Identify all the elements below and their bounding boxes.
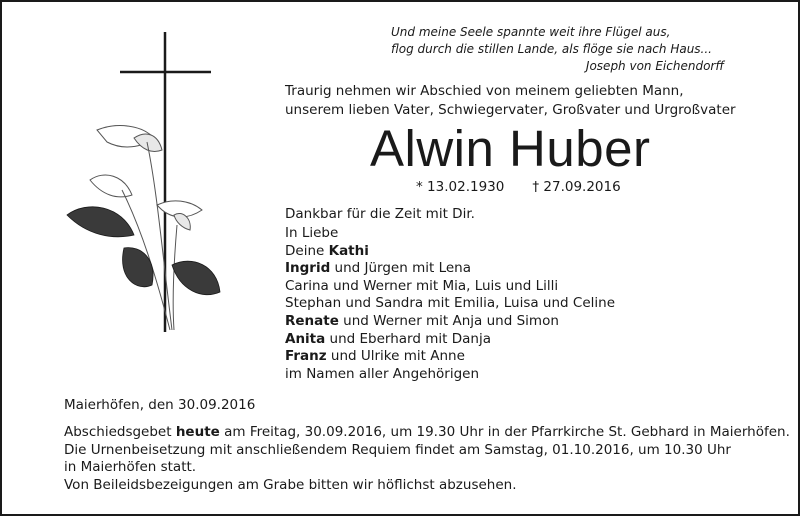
quote-line-2: flog durch die stillen Lande, als flöge sie nach Haus...	[391, 42, 712, 56]
leaves	[67, 207, 220, 295]
wife-line: Deine Kathi	[285, 242, 369, 259]
condolence-note: Von Beileidsbezeigungen am Grabe bitten wir höflichst abzusehen.	[64, 476, 517, 493]
thanks-line: Dankbar für die Zeit mit Dir.	[285, 206, 475, 222]
birth-date: * 13.02.1930	[416, 179, 505, 195]
quote-line-1: Und meine Seele spannte weit ihre Flügel aus,	[391, 25, 671, 39]
deceased-name: Alwin Huber	[370, 120, 651, 177]
family-list	[285, 225, 615, 383]
place-and-date: Maierhöfen, den 30.09.2016	[64, 397, 256, 413]
family-member: Stephan und Sandra mit Emilia, Luisa und Celine	[285, 295, 615, 312]
today-emphasis: heute	[175, 424, 220, 440]
intro-text	[285, 82, 736, 120]
family-member: Carina und Werner mit Mia, Luis und Lilli	[285, 277, 559, 294]
burial-info-line-2: in Maierhöfen statt.	[64, 459, 197, 476]
quote-author: Joseph von Eichendorff	[585, 59, 724, 73]
cross-with-calla-lilies-illustration	[62, 30, 232, 340]
prayer-info-line: Abschiedsgebet heute am Freitag, 30.09.2016, um 19.30 Uhr in der Pfarrkirche St. Gebhard in Maierhöfen.	[64, 424, 790, 440]
service-info	[64, 424, 790, 494]
family-member: Anita und Eberhard mit Danja	[285, 330, 491, 347]
life-dates	[416, 179, 649, 195]
family-member: Renate und Werner mit Anja und Simon	[285, 312, 559, 329]
poem-quote	[391, 24, 724, 75]
wife-name: Kathi	[328, 242, 369, 259]
intro-line-1: Traurig nehmen wir Abschied von meinem geliebten Mann,	[285, 83, 684, 99]
closing-line: im Namen aller Angehörigen	[285, 365, 480, 382]
family-member: Ingrid und Jürgen mit Lena	[285, 260, 471, 277]
death-date: † 27.09.2016	[532, 179, 621, 195]
in-love-line: In Liebe	[285, 225, 339, 241]
family-member: Franz und Ulrike mit Anne	[285, 348, 465, 365]
intro-line-2: unserem lieben Vater, Schwiegervater, Großvater und Urgroßvater	[285, 102, 736, 118]
burial-info-line-1: Die Urnenbeisetzung mit anschließendem Requiem findet am Samstag, 01.10.2016, um 10.30 Uhr	[64, 441, 731, 458]
